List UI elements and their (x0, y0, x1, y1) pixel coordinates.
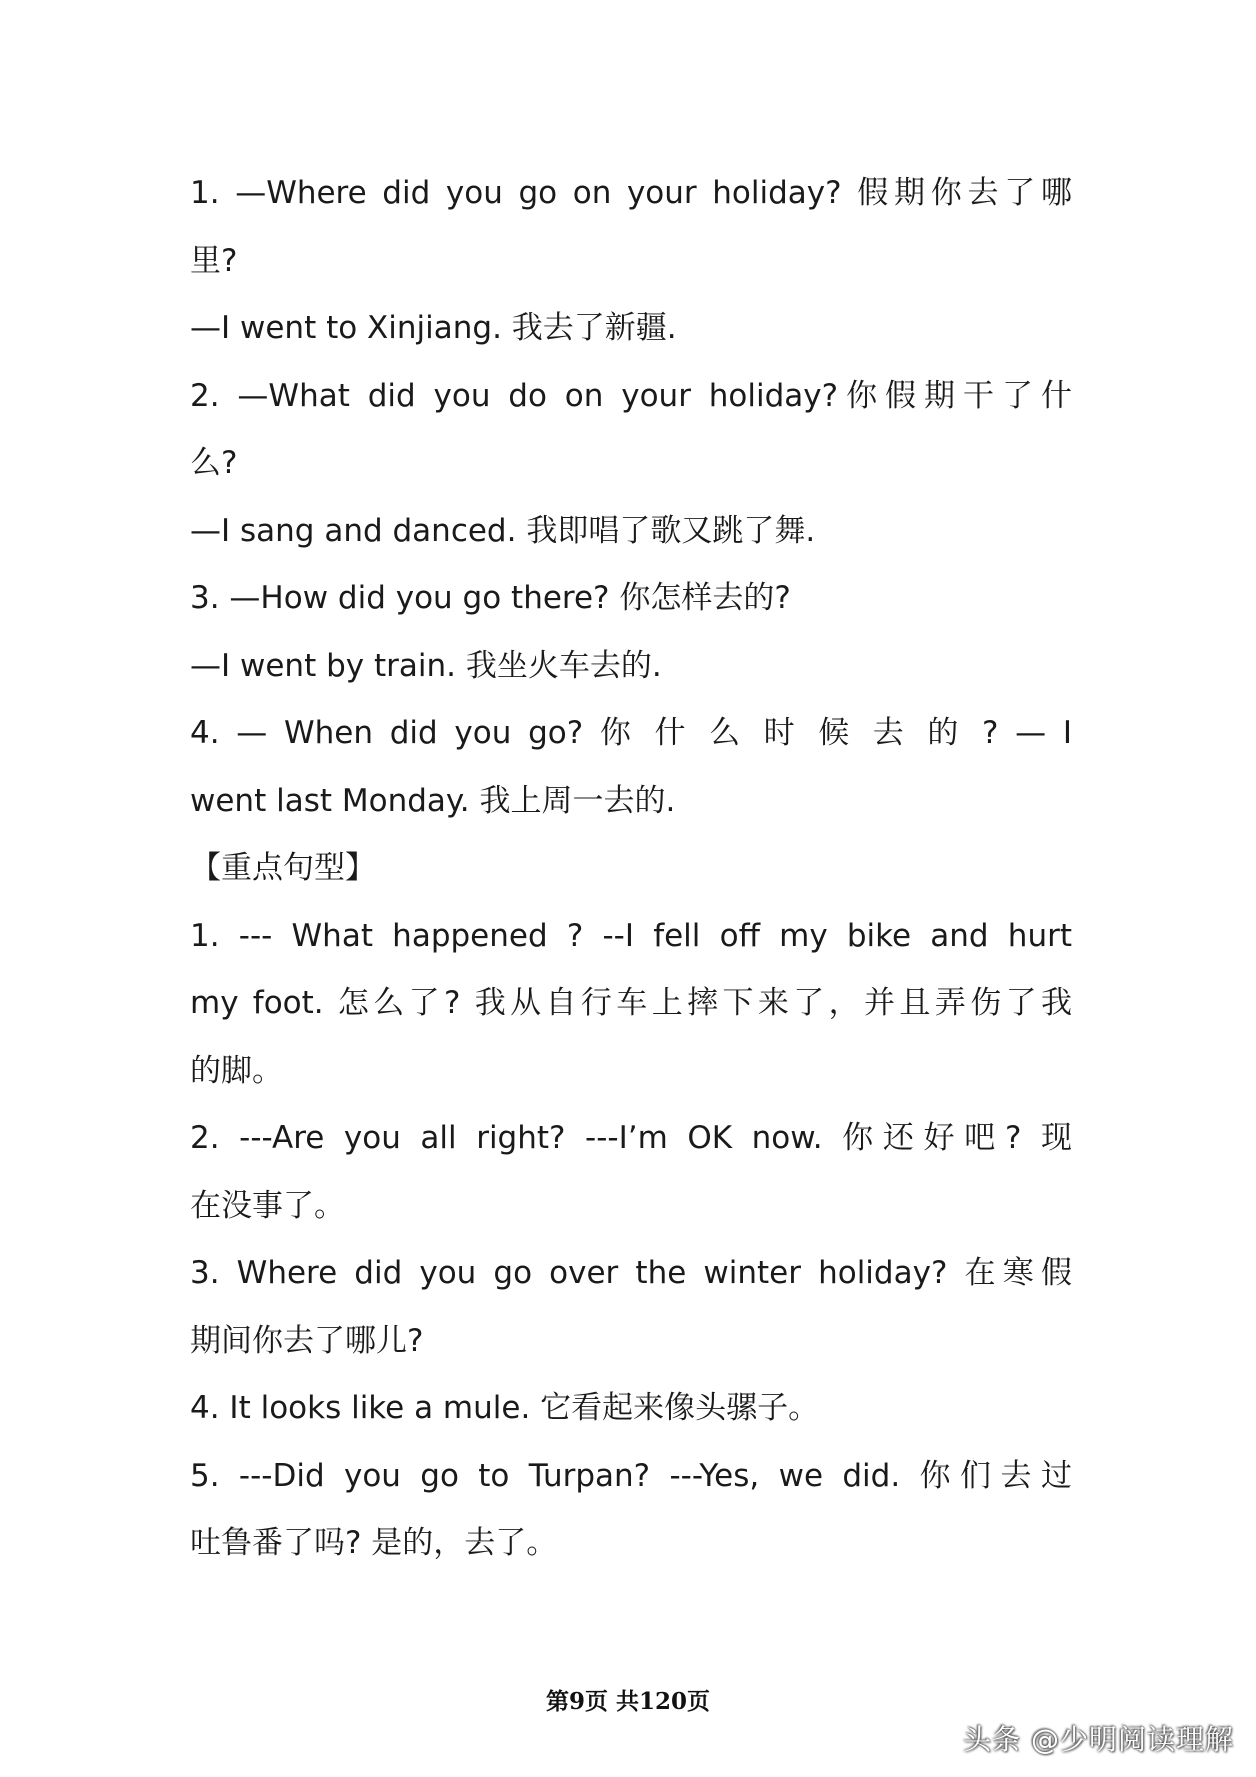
text-line: my foot. 怎么了? 我从自行车上摔下来了，并且弄伤了我 (190, 985, 1072, 1021)
text-line: —I went by train. 我坐火车去的. (190, 647, 662, 684)
section-heading: 【重点句型】 (190, 850, 376, 886)
page-number-footer: 第9页 共120页 (545, 1688, 711, 1715)
text-line: 的脚。 (190, 1052, 283, 1089)
watermark: 头条 @少明阅读理解 (963, 1723, 1234, 1756)
text-line: 5. ---Did you go to Turpan? ---Yes, we did. 你们去过 (190, 1457, 1072, 1494)
text-line: 1. —Where did you go on your holiday? 假期你去了哪 (190, 175, 1072, 211)
text-line: 2. —What did you do on your holiday?你假期干了什 (190, 377, 1072, 414)
text-line: 4. It looks like a mule. 它看起来像头骡子。 (190, 1390, 820, 1426)
text-line: 4. — When did you go? 你 什 么 时 候 去 的 ? — I (190, 715, 1072, 751)
text-line: 里? (190, 242, 238, 279)
text-line: 期间你去了哪儿? (190, 1322, 424, 1359)
text-line: went last Monday. 我上周一去的. (190, 782, 676, 819)
text-line: 1. --- What happened ? --I fell off my bike and hurt (190, 917, 1072, 954)
text-line: —I sang and danced. 我即唱了歌又跳了舞. (190, 512, 816, 549)
text-line: —I went to Xinjiang. 我去了新疆. (190, 310, 677, 346)
text-line: 3. —How did you go there? 你怎样去的? (190, 580, 791, 616)
text-line: 3. Where did you go over the winter holiday? 在寒假 (190, 1255, 1072, 1291)
text-line: 么? (190, 445, 238, 481)
text-line: 吐鲁番了吗? 是的，去了。 (190, 1525, 558, 1561)
document-body (190, 160, 1072, 1578)
text-line: 2. ---Are you all right? ---I’m OK now. 你还好吧? 现 (190, 1120, 1072, 1156)
text-line: 在没事了。 (190, 1187, 345, 1224)
